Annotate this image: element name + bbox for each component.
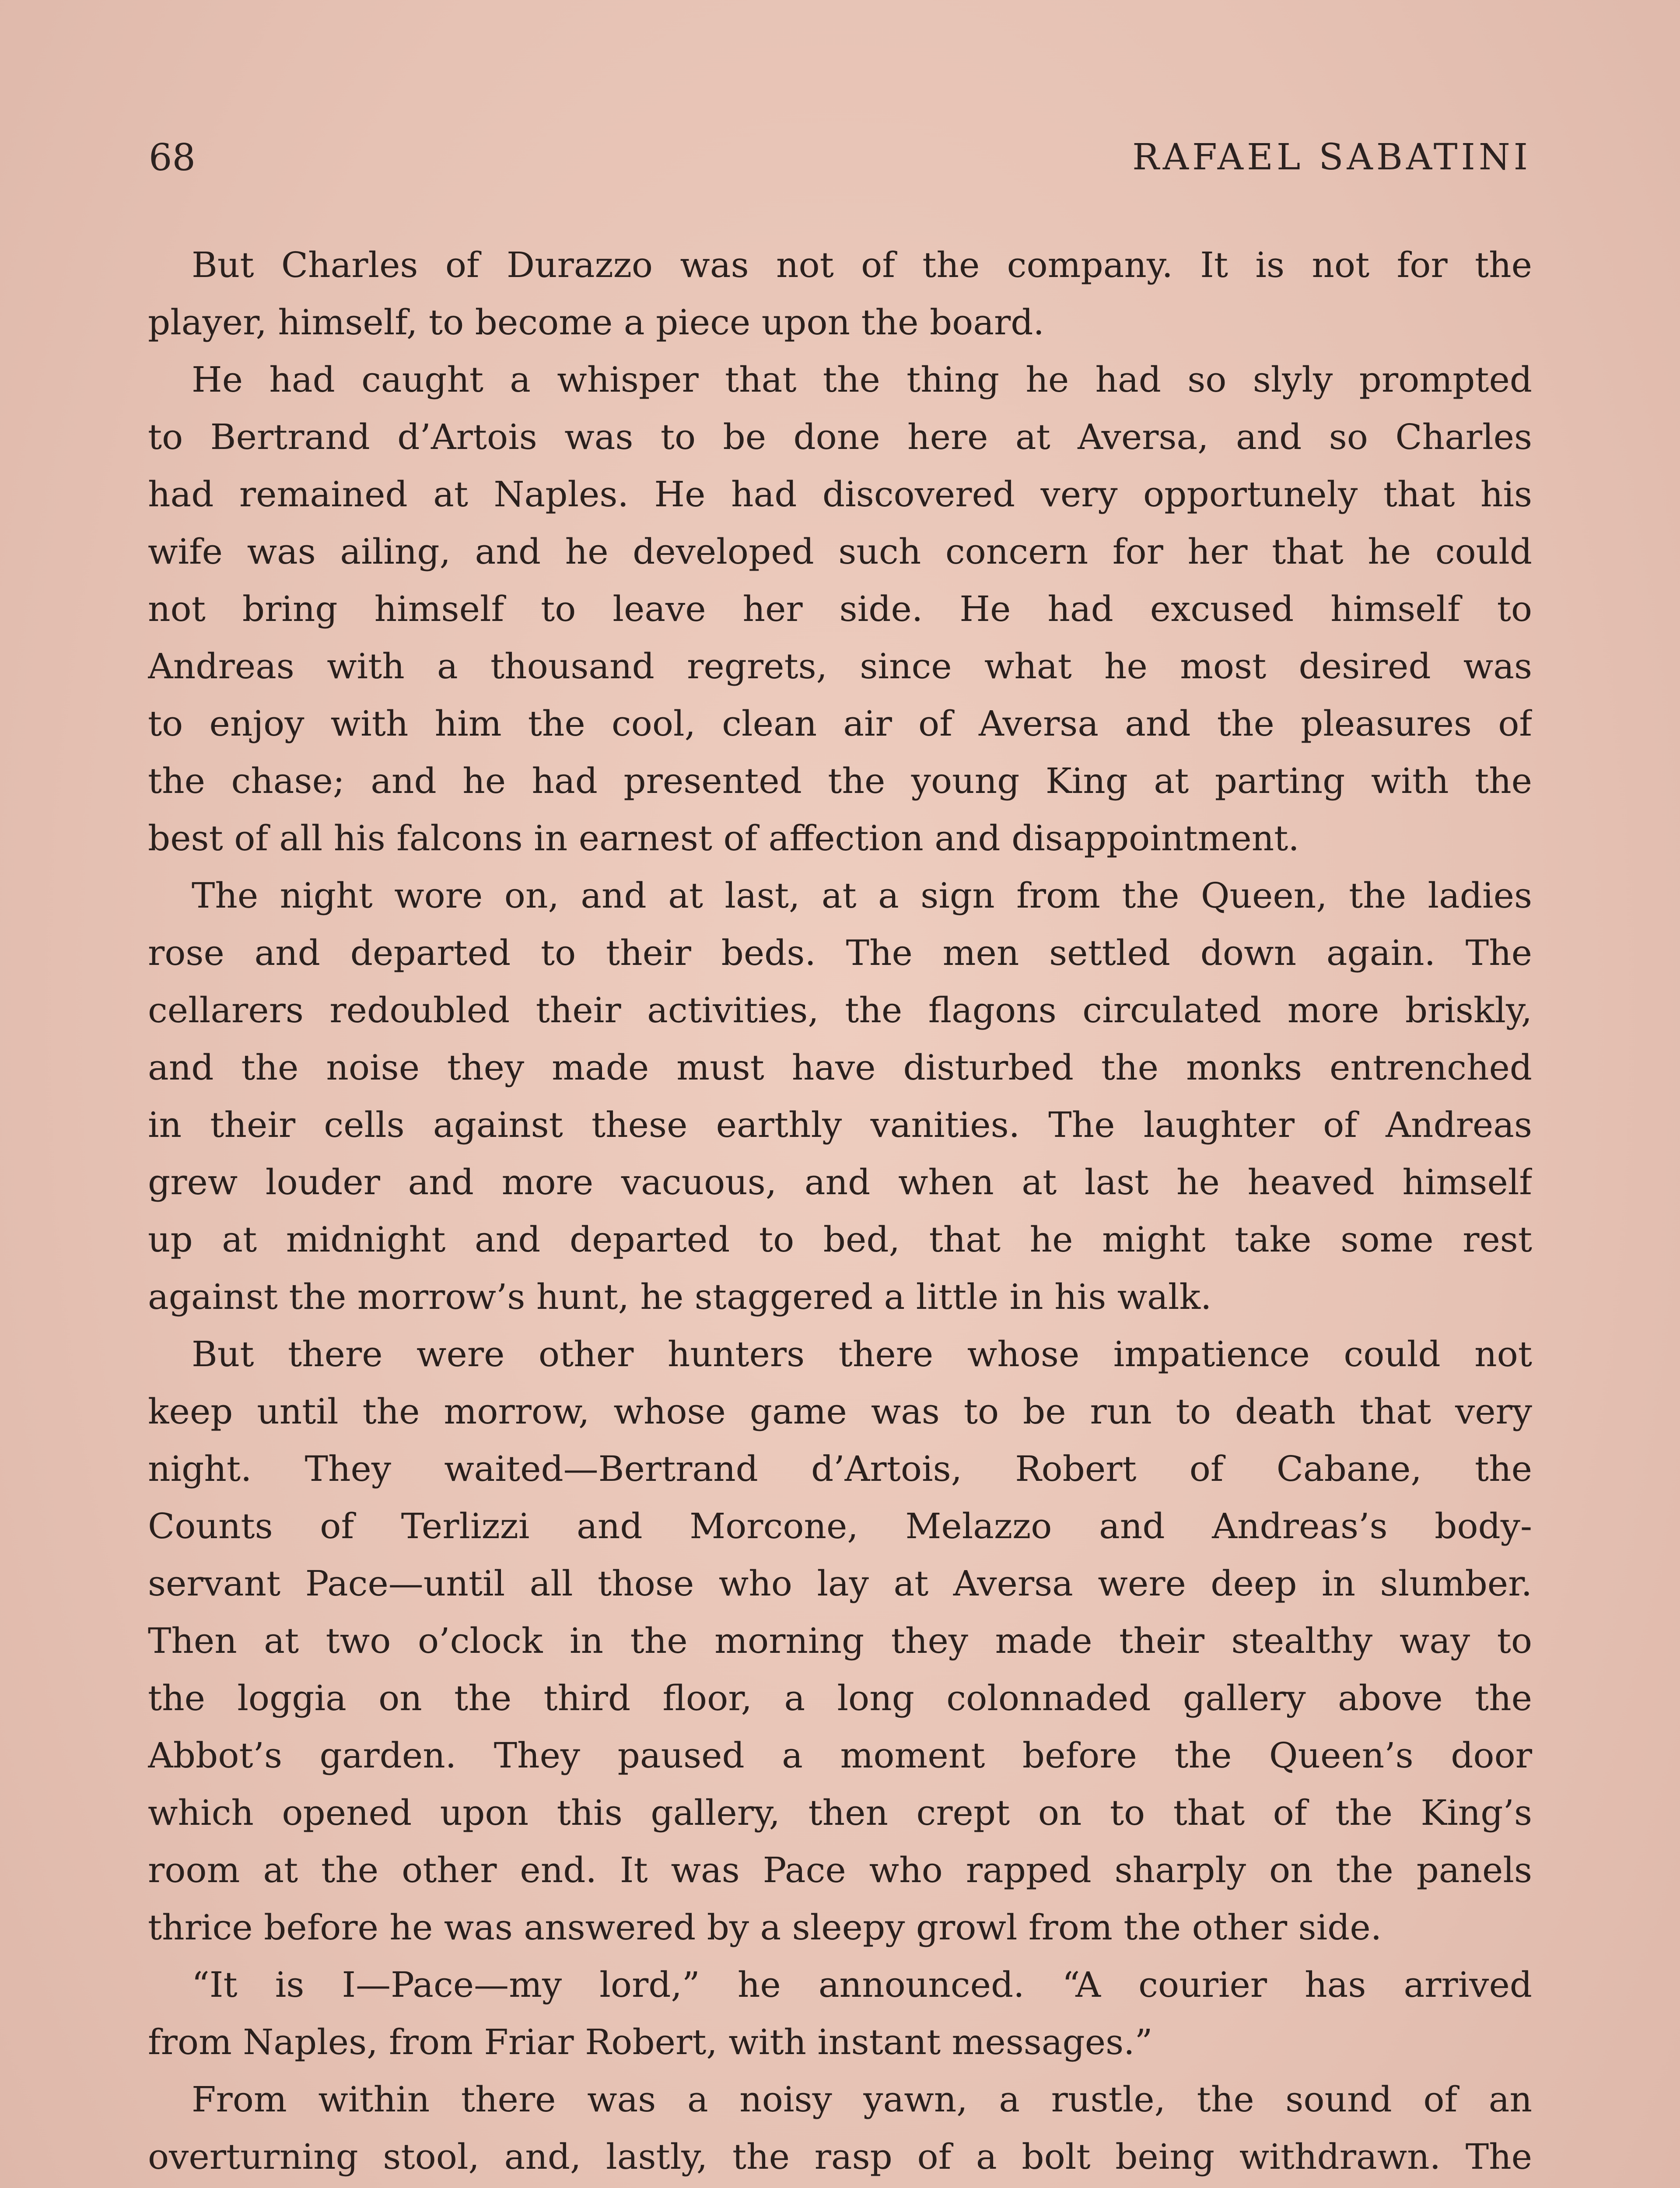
- page-number: 68: [149, 136, 196, 179]
- text-line: overturning stool, and, lastly, the rasp of a bolt being withdrawn. The: [148, 2136, 1532, 2177]
- text-line: from Naples, from Friar Robert, with instant messages.”: [148, 2022, 1153, 2062]
- text-line: The night wore on, and at last, at a sign from the Queen, the ladies: [192, 875, 1532, 916]
- text-line: rose and departed to their beds. The men settled down again. The: [148, 933, 1532, 973]
- text-line: Abbot’s garden. They paused a moment before the Queen’s door: [148, 1735, 1532, 1776]
- text-line: and the noise they made must have disturbed the monks entrenched: [148, 1047, 1532, 1088]
- text-line: to Bertrand d’Artois was to be done here at Aversa, and so Charles: [148, 417, 1532, 457]
- text-line: not bring himself to leave her side. He had excused himself to: [148, 589, 1532, 629]
- text-line: best of all his falcons in earnest of affection and disappointment.: [148, 818, 1299, 859]
- text-line: servant Pace—until all those who lay at Aversa were deep in slumber.: [148, 1563, 1532, 1604]
- text-line: From within there was a noisy yawn, a rustle, the sound of an: [192, 2079, 1532, 2120]
- text-line: the chase; and he had presented the young King at parting with the: [148, 761, 1532, 801]
- text-line: thrice before he was answered by a sleepy growl from the other side.: [148, 1907, 1382, 1948]
- text-line: to enjoy with him the cool, clean air of Aversa and the pleasures of: [148, 703, 1532, 744]
- text-line: up at midnight and departed to bed, that he might take some rest: [148, 1219, 1532, 1260]
- page-header: [149, 131, 1531, 184]
- text-line: Counts of Terlizzi and Morcone, Melazzo and Andreas’s body-: [148, 1506, 1532, 1546]
- text-line: [148, 2185, 1532, 2188]
- text-line: against the morrow’s hunt, he staggered a little in his walk.: [148, 1276, 1212, 1317]
- running-head: RAFAEL SABATINI: [1132, 137, 1531, 178]
- text-line: the loggia on the third floor, a long colonnaded gallery above the: [148, 1678, 1532, 1718]
- text-line: wife was ailing, and he developed such concern for her that he could: [148, 531, 1532, 572]
- text-line: He had caught a whisper that the thing he had so slyly prompted: [192, 359, 1532, 400]
- text-line: in their cells against these earthly vanities. The laughter of Andreas: [148, 1105, 1532, 1145]
- text-line: But there were other hunters there whose impatience could not: [192, 1334, 1532, 1375]
- text-line: Andreas with a thousand regrets, since what he most desired was: [148, 646, 1532, 687]
- text-line: keep until the morrow, whose game was to be run to death that very: [148, 1391, 1532, 1432]
- text-line: grew louder and more vacuous, and when at last he heaved himself: [148, 1162, 1532, 1203]
- text-line: which opened upon this gallery, then crept on to that of the King’s: [148, 1792, 1532, 1833]
- text-line: night. They waited—Bertrand d’Artois, Robert of Cabane, the: [148, 1448, 1532, 1489]
- text-line: But Charles of Durazzo was not of the company. It is not for the: [192, 245, 1532, 285]
- text-line: player, himself, to become a piece upon the board.: [148, 302, 1044, 343]
- text-line: “It is I—Pace—my lord,” he announced. “A courier has arrived: [192, 1964, 1532, 2005]
- text-line: had remained at Naples. He had discovered very opportunely that his: [148, 474, 1532, 515]
- text-line: room at the other end. It was Pace who rapped sharply on the panels: [148, 1850, 1532, 1890]
- body-text: [148, 236, 1532, 2188]
- text-line: cellarers redoubled their activities, the flagons circulated more briskly,: [148, 990, 1532, 1031]
- text-line: Then at two o’clock in the morning they made their stealthy way to: [148, 1620, 1532, 1661]
